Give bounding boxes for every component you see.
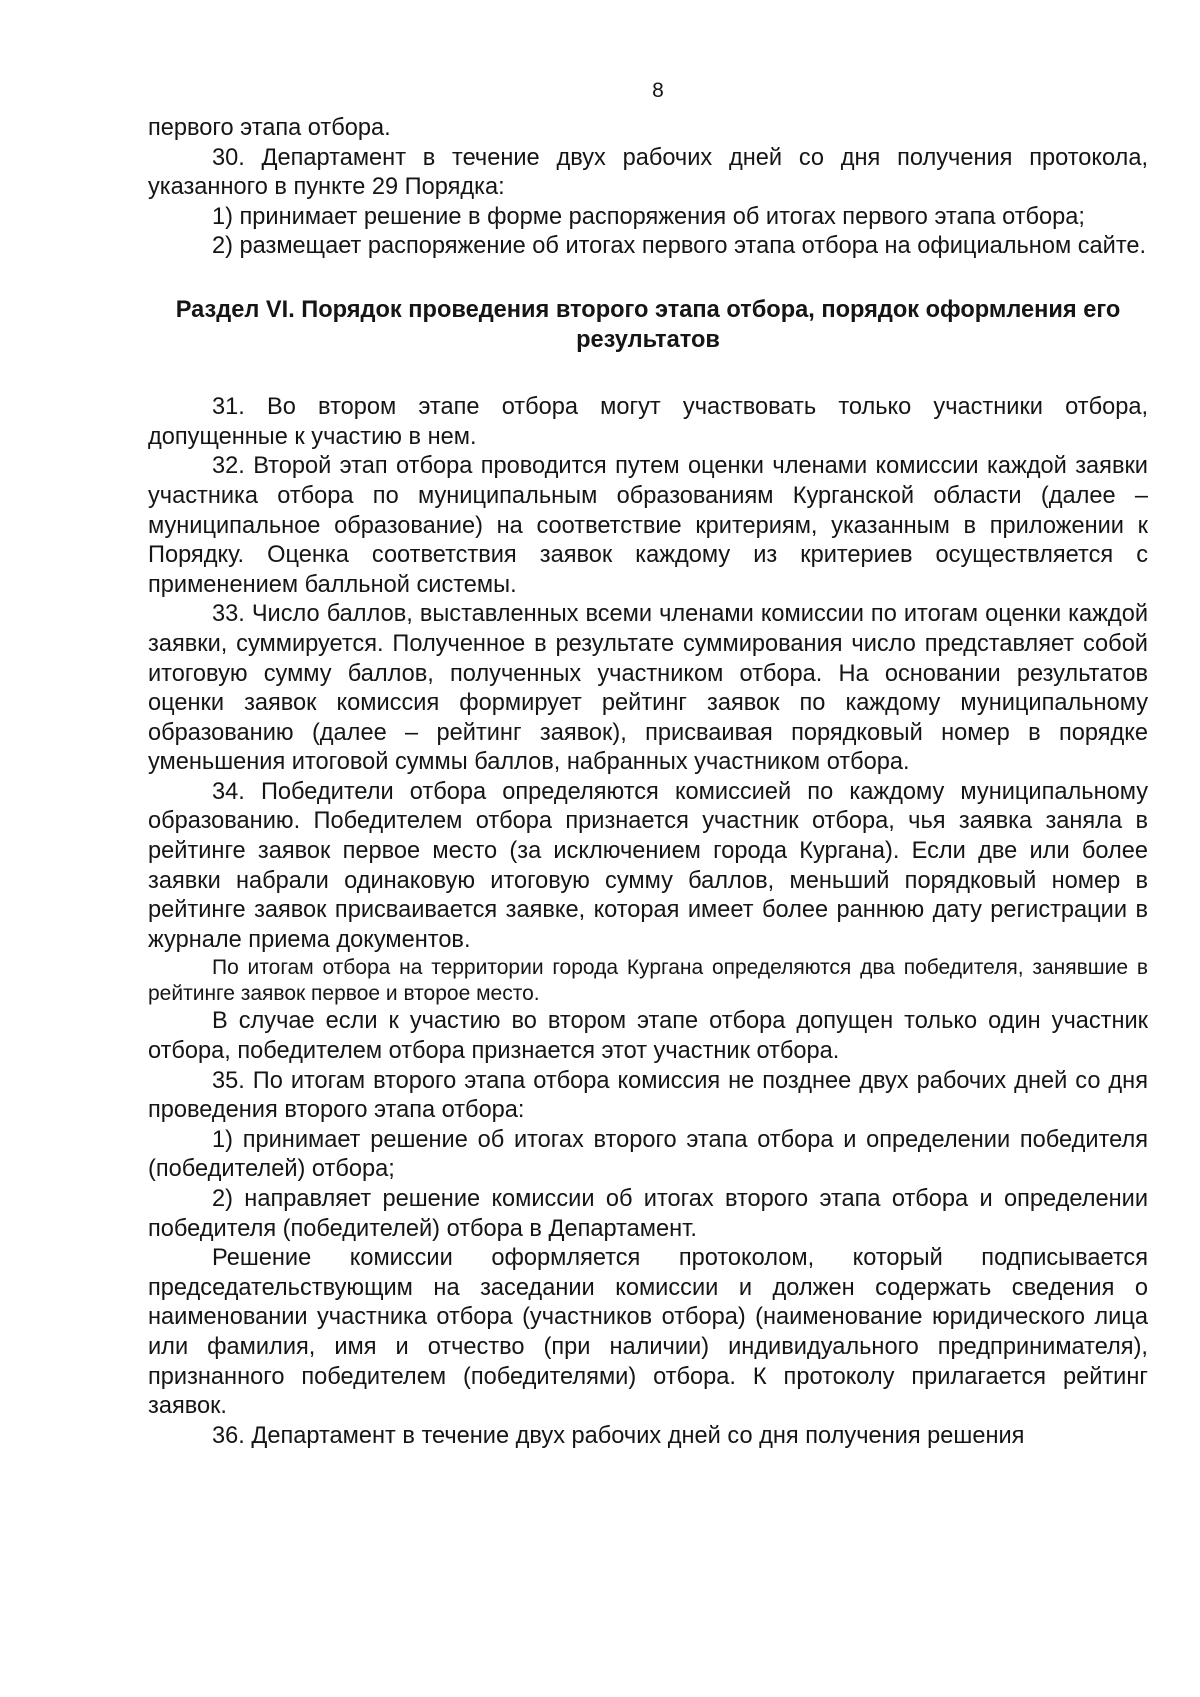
page-number: 8 [652, 79, 664, 102]
paragraph-item-31: 31. Во втором этапе отбора могут участвовать только участники отбора, допущенные к участию в нем. [148, 394, 1148, 450]
paragraph-item-35-2: 2) направляет решение комиссии об итогах второго этапа отбора и определении победителя (победителей) отбора в Департамент. [148, 1186, 1148, 1242]
paragraph-item-30: 30. Департамент в течение двух рабочих дней со дня получения протокола, указанного в пункте 29 Порядка: [148, 144, 1148, 201]
paragraph-item-36: 36. Департамент в течение двух рабочих дней со дня получения решения [212, 1422, 1025, 1449]
paragraph-item-35-1: 1) принимает решение об итогах второго этапа отбора и определении победителя (победителей) отбора; [148, 1126, 1148, 1183]
paragraph-item-34: 34. Победители отбора определяются комиссией по каждому муниципальному образованию. Победителем отбора признается участник отбора, чья заявка заняла в рейтинге заявок первое место (за исключением города Кургана). Если две или более заявки набрали одинаковую итоговую сумму баллов, меньший порядковый номер в рейтинге заявок присваивается заявке, которая имеет более раннюю дату регистрации в журнале приема документов. [148, 778, 1148, 953]
paragraph-single-participant: В случае если к участию во втором этапе отбора допущен только один участник отбора, победителем отбора признается этот участник отбора. [148, 1008, 1148, 1065]
paragraph-item-30-1: 1) принимает решение в форме распоряжения об итогах первого этапа отбора; [212, 203, 1085, 230]
section-heading: Раздел VI. Порядок проведения второго этапа отбора, порядок оформления его результатов [175, 296, 1121, 353]
paragraph-item-33: 33. Число баллов, выставленных всеми членами комиссии по итогам оценки каждой заявки, суммируется. Полученное в результате суммирования число представляет собой итоговую сумму баллов, полученных участником отбора. На основании результатов оценки заявок комиссия формирует рейтинг заявок по каждому муниципальному образованию (далее – рейтинг заявок), присваивая порядковый номер в порядке уменьшения итоговой суммы баллов, набранных участником отбора. [148, 601, 1148, 776]
paragraph-item-32: 32. Второй этап отбора проводится путем оценки членами комиссии каждой заявки участника отбора по муниципальным образованиям Курганской области (далее – муниципальное образование) на соответствие критериям, указанным в приложении к Порядку. Оценка соответствия заявок каждому из критериев осуществляется с применением балльной системы. [148, 453, 1148, 598]
paragraph-protocol: Решение комиссии оформляется протоколом, который подписывается председательствующим на заседании комиссии и должен содержать сведения о наименовании участника отбора (участников отбора) (наименование юридического лица или фамилия, имя и отчество (при наличии) индивидуального предпринимателя), признанного победителем (победителями) отбора. К протоколу прилагается рейтинг заявок. [148, 1245, 1148, 1420]
paragraph-item-35: 35. По итогам второго этапа отбора комиссия не позднее двух рабочих дней со дня проведения второго этапа отбора: [148, 1067, 1148, 1124]
paragraph-kurgan-winners: По итогам отбора на территории города Кургана определяются два победителя, занявшие в рейтинге заявок первое и второе место. [148, 956, 1148, 1006]
paragraph-continuation: первого этапа отбора. [148, 115, 391, 141]
paragraph-item-30-2: 2) размещает распоряжение об итогах первого этапа отбора на официальном сайте. [212, 233, 1147, 260]
